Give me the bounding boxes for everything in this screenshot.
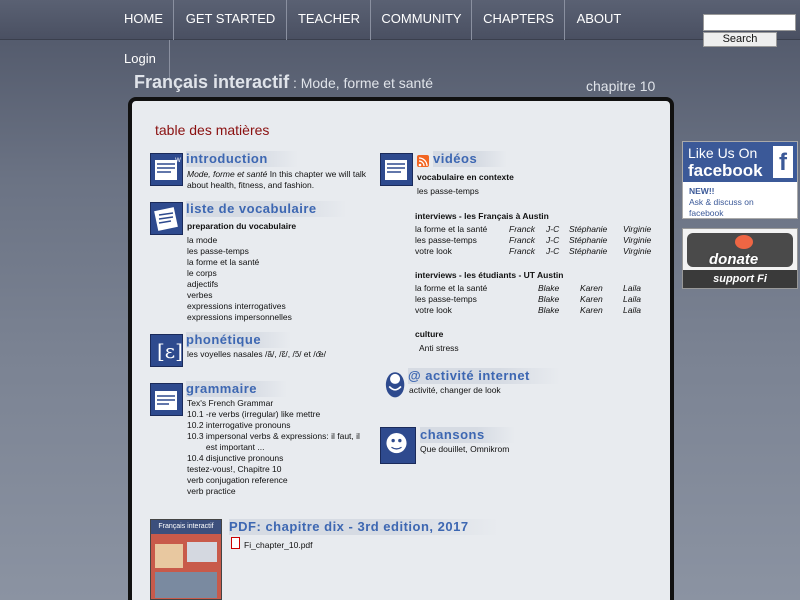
internet-cat-icon[interactable] [380,368,405,405]
section-chansons[interactable]: chansons [420,427,515,443]
grammar-item[interactable]: est important ... [187,442,265,452]
interview-link[interactable]: Laila [623,283,641,293]
phonetic-text[interactable]: les voyelles nasales /ã/, /ɛ̃/, /ɔ̃/ et /œ̃/ [187,349,327,359]
nav-about[interactable]: ABOUT [576,11,622,26]
intro-desc-2: about health, fitness, and fashion. [187,180,315,190]
grammar-item[interactable]: verb practice [187,486,236,496]
interview-link[interactable]: Franck [509,224,535,234]
intro-desc: In this chapter we will talk [267,169,367,179]
section-pdf[interactable]: PDF: chapitre dix - 3rd edition, 2017 [229,519,499,535]
pdf-file-icon [231,537,240,549]
fb-line2: facebook [688,161,763,180]
fb-new: NEW!! [689,186,715,196]
grammar-book-icon[interactable] [150,383,183,416]
site-title [134,72,433,93]
section-videos[interactable]: vidéos [433,151,507,167]
vocab-item[interactable]: la mode [187,235,218,245]
nav-community[interactable]: COMMUNITY [372,0,472,40]
interview-link[interactable]: Virginie [623,235,652,245]
nav-teacher[interactable]: TEACHER [288,0,371,40]
pdf-link[interactable]: Fi_chapter_10.pdf [244,540,313,550]
nav-get-started[interactable]: GET STARTED [175,0,287,40]
austin-topic: les passe-temps [415,235,477,245]
facebook-widget[interactable] [682,141,798,219]
videos-sub[interactable]: vocabulaire en contexte [417,172,514,182]
grammar-item[interactable]: 10.4 disjunctive pronouns [187,453,284,463]
www-book-icon[interactable] [150,153,183,186]
interview-link[interactable]: Virginie [623,246,652,256]
intro-text [187,169,366,180]
cover-photo [155,544,183,568]
vocab-sub[interactable]: preparation du vocabulaire [187,221,297,231]
vocab-book-icon[interactable] [150,202,183,235]
culture-heading: culture [415,329,444,339]
interview-link[interactable]: Stéphanie [569,224,608,234]
facebook-banner[interactable] [683,142,797,182]
vocab-item[interactable]: les passe-temps [187,246,249,256]
fb-text2[interactable]: facebook [689,208,724,218]
vocab-item[interactable]: le corps [187,268,217,278]
section-grammaire[interactable]: grammaire [186,381,287,397]
section-internet[interactable]: @ activité internet [408,368,560,384]
vocab-item[interactable]: expressions impersonnelles [187,312,292,322]
interview-link[interactable]: Stéphanie [569,235,608,245]
toc-title: table des matières [155,122,270,138]
grammar-item[interactable]: 10.2 interrogative pronouns [187,420,291,430]
grammar-item[interactable]: Tex's French Grammar [187,398,274,408]
donate-text: donate [709,251,759,268]
interview-link[interactable]: Laila [623,294,641,304]
section-phonetique[interactable]: phonétique [186,332,291,348]
chansons-cat-icon[interactable] [380,427,416,464]
search-input[interactable] [703,14,796,31]
intro-italic: Mode, forme et santé [187,169,268,179]
ut-topic: la forme et la santé [415,283,488,293]
section-vocabulaire[interactable]: liste de vocabulaire [186,201,347,217]
interview-link[interactable]: Franck [509,246,535,256]
nav-login[interactable]: Login [114,40,170,78]
rss-icon[interactable] [417,155,429,167]
internet-text[interactable]: activité, changer de look [409,385,501,395]
search-button[interactable]: Search [703,32,777,47]
piggy-bank-icon [735,235,753,249]
interview-link[interactable]: Karen [580,305,603,315]
fb-text1[interactable]: Ask & discuss on [689,197,754,207]
vocab-item[interactable]: la forme et la santé [187,257,260,267]
interview-link[interactable]: Karen [580,294,603,304]
section-introduction[interactable]: introduction [186,151,298,167]
cover-photo [155,572,217,598]
interview-link[interactable]: Blake [538,283,560,293]
ut-topic: les passe-temps [415,294,477,304]
chansons-text[interactable]: Que douillet, Omnikrom [420,444,510,454]
interview-link[interactable]: Laila [623,305,641,315]
videos-sub-item[interactable]: les passe-temps [417,186,479,196]
grammar-item[interactable]: testez-vous!, Chapitre 10 [187,464,282,474]
interview-link[interactable]: Karen [580,283,603,293]
cover-photo [187,542,217,562]
ut-heading: interviews - les étudiants - UT Austin [415,270,564,280]
grammar-item[interactable]: verb conjugation reference [187,475,288,485]
video-book-icon[interactable] [380,153,413,186]
austin-topic: votre look [415,246,452,256]
culture-item[interactable]: Anti stress [419,343,459,353]
nav-home[interactable]: HOME [114,0,174,40]
pdf-cover-title: Français interactif [151,520,221,534]
interview-link[interactable]: Blake [538,294,560,304]
svg-text:[ɛ]: [ɛ] [157,339,182,363]
grammar-item[interactable]: 10.1 -re verbs (irregular) like mettre [187,409,321,419]
support-text: support Fi [683,270,797,288]
nav-chapters[interactable]: CHAPTERS [473,0,565,40]
interview-link[interactable]: Virginie [623,224,652,234]
svg-text:W: W [175,157,181,164]
phonetic-bracket-icon[interactable] [150,334,183,367]
fb-line1: Like Us On [688,145,758,161]
interview-link[interactable]: J-C [546,224,560,234]
donate-widget[interactable] [682,228,798,289]
brand-name: Français interactif [134,72,290,92]
pdf-cover-image[interactable] [150,519,222,600]
interview-link[interactable]: J-C [546,246,560,256]
interview-link[interactable]: Franck [509,235,535,245]
chapter-subtitle: : Mode, forme et santé [289,75,434,91]
chapter-label: chapitre 10 [586,78,656,94]
vocab-item[interactable]: adjectifs [187,279,219,289]
interview-link[interactable]: Stéphanie [569,246,608,256]
interview-link[interactable]: J-C [546,235,560,245]
facebook-f-icon: f [773,146,793,178]
interview-link[interactable]: Blake [538,305,560,315]
ut-topic: votre look [415,305,452,315]
austin-topic: la forme et la santé [415,224,488,234]
grammar-item[interactable]: 10.3 impersonal verbs & expressions: il faut, il [187,431,360,441]
vocab-item[interactable]: expressions interrogatives [187,301,286,311]
austin-heading: interviews - les Français à Austin [415,211,549,221]
vocab-item[interactable]: verbes [187,290,213,300]
